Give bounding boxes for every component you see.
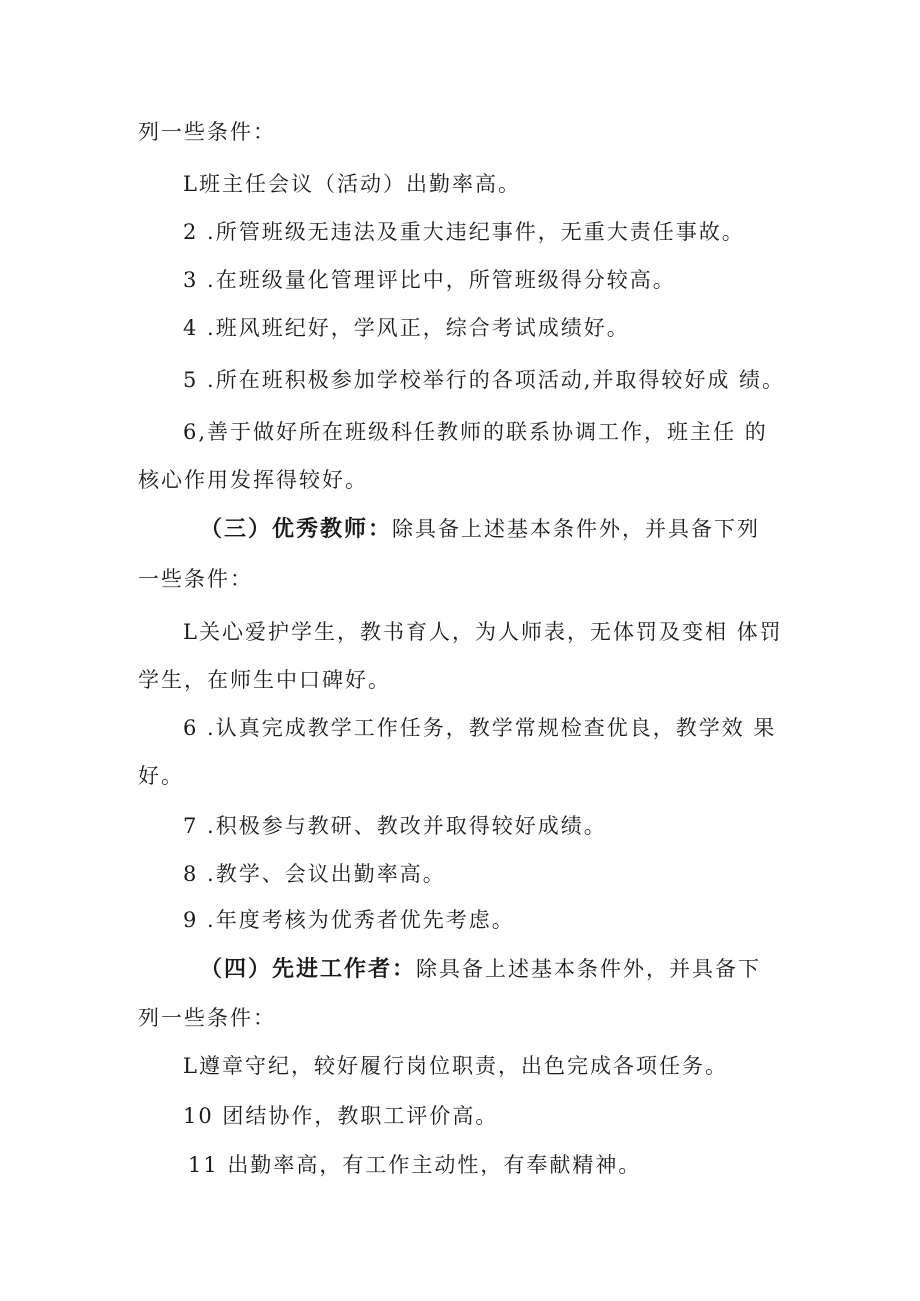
section-heading-line — [200, 515, 760, 544]
text-line: 好。 — [138, 764, 184, 788]
list-item: 6,善于做好所在班级科任教师的联系协调工作，班主任 的 — [183, 420, 768, 444]
list-item: 2 .所管班级无违法及重大违纪事件，无重大责任事故。 — [183, 220, 745, 244]
text-line: 列一些条件： — [138, 1006, 276, 1030]
list-item: 11 出勤率高，有工作主动性，有奉献精神。 — [188, 1153, 642, 1177]
section-heading: （四）先进工作者： — [200, 957, 417, 982]
list-item: 10 团结协作，教职工评价高。 — [183, 1104, 499, 1128]
section-text: 除具备上述基本条件外，并具备下 — [416, 957, 762, 981]
section-heading-line — [200, 955, 761, 984]
text-line: 学生，在师生中口碑好。 — [138, 668, 391, 692]
list-item: L班主任会议（活动）出勤率高。 — [183, 172, 521, 196]
list-item: 4 .班风班纪好，学风正，综合考试成绩好。 — [183, 316, 630, 340]
section-text: 除具备上述基本条件外，并具备下列 — [392, 517, 761, 541]
text-line: 核心作用发挥得较好。 — [138, 468, 368, 492]
list-item: 3 .在班级量化管理评比中，所管班级得分较高。 — [183, 268, 676, 292]
list-item: 9 .年度考核为优秀者优先考虑。 — [183, 908, 515, 932]
section-heading: （三）优秀教师： — [200, 517, 393, 542]
list-item: 8 .教学、会议出勤率高。 — [183, 862, 446, 886]
list-item: 6 .认真完成教学工作任务，教学常规检查优良，教学效 果 — [183, 716, 777, 740]
list-item: 7 .积极参与教研、教改并取得较好成绩。 — [183, 814, 607, 838]
text-line: 一些条件： — [138, 567, 253, 591]
list-item: L遵章守纪，较好履行岗位职责，出色完成各项任务。 — [183, 1054, 728, 1078]
text-line: 列一些条件： — [138, 120, 276, 144]
list-item: L关心爱护学生，教书育人，为人师表，无体罚及变相 体罚 — [183, 620, 783, 644]
list-item: 5 .所在班积极参加学校举行的各项活动,并取得较好成 绩。 — [183, 368, 786, 392]
